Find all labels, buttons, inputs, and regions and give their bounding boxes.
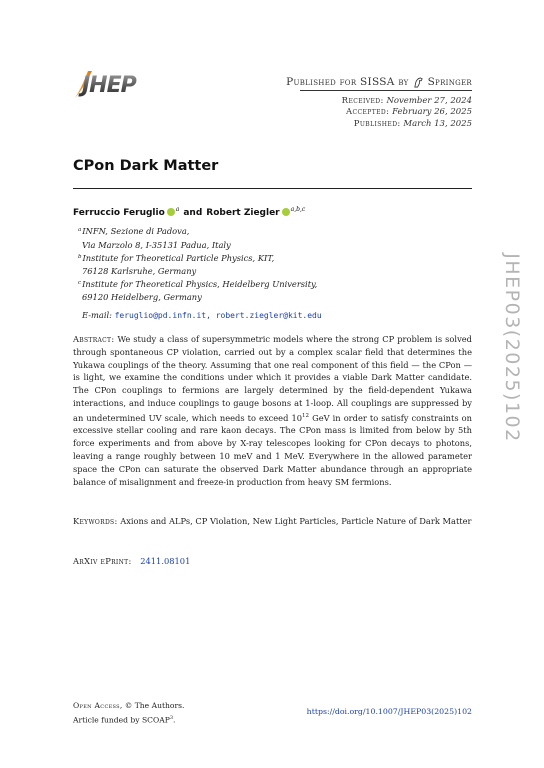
svg-text:JHEP: JHEP — [82, 73, 136, 98]
affiliation-line: $^c$Institute for Theoretical Physics, Heidelberg University, — [78, 279, 318, 289]
header-rule — [300, 90, 472, 91]
publisher-label: Published for SISSA by — [286, 76, 409, 88]
affiliation-line: 76128 Karlsruhe, Germany — [82, 266, 197, 276]
jhep-logo — [73, 67, 153, 101]
accepted-row: Accepted: February 26, 2025 — [345, 107, 472, 118]
abstract — [73, 333, 472, 488]
arxiv-link[interactable]: 2411.08101 — [140, 556, 191, 566]
arxiv-label: ArXiv ePrint: — [73, 556, 132, 566]
dates-block — [342, 96, 472, 130]
side-label-text: JHEP03(2025)102 — [501, 253, 523, 443]
published-row: Published: March 13, 2025 — [353, 118, 472, 129]
author-list — [73, 205, 309, 218]
keywords-text: Axions and ALPs, CP Violation, New Light Particles, Particle Nature of Dark Matter — [120, 516, 472, 526]
publisher-line — [286, 76, 472, 88]
orcid-icon[interactable] — [282, 208, 290, 216]
email-line — [82, 310, 322, 320]
copyright-text: , © The Authors. — [119, 701, 185, 710]
doi-link[interactable]: https://doi.org/10.1007/JHEP03(2025)102 — [306, 707, 472, 716]
arxiv-eprint — [73, 556, 190, 566]
publisher-name: Springer — [427, 76, 472, 88]
affiliation-line: $^a$INFN, Sezione di Padova, — [78, 226, 190, 236]
side-journal-label — [497, 228, 527, 468]
author-conjunction: and — [183, 208, 203, 218]
abstract-text: We study a class of supersymmetric models where the strong CP problem is solved through spontaneous CP violation, carried out by a complex scalar field that determines the Yukawa couplings of the theory. Assuming that one real component of this field — the CPon — is light, we examine the conditions under which it provides a viable Dark Matter candidate. The CPon couplings to fermions are largely determined by the field-dependent Yukawa interactions, and induce couplings to gauge bosons at 1-loop. All couplings are suppressed by an undetermined UV scale, which needs to exceed 10 — [73, 334, 472, 423]
springer-horse-icon — [413, 77, 424, 88]
affiliation-line: $^b$Institute for Theoretical Particle Physics, KIT, — [78, 253, 275, 263]
paper-title: CPon Dark Matter — [73, 158, 219, 174]
orcid-icon[interactable] — [167, 208, 175, 216]
affiliation-line: Via Marzolo 8, I-35131 Padua, Italy — [82, 240, 231, 250]
funding-text: Article funded by SCOAP — [73, 715, 170, 725]
author-affiliation-sup: a — [175, 205, 180, 213]
abstract-exponent: 12 — [302, 412, 310, 419]
author-name: Ferruccio Feruglio — [73, 208, 165, 218]
author-affiliation-sup: a,b,c — [290, 205, 306, 213]
email-label: E-mail: — [82, 310, 112, 320]
keywords-label: Keywords: — [73, 516, 118, 526]
abstract-text: GeV in order to satisfy constraints on excessive stellar cooling and rare kaon decays. The CPon mass is limited from below by 5th force experiments and from above by X-ray telescopes looking for CPon decays to photons, leaving a range roughly between 10 meV and 1 MeV. Everywhere in the allowed parameter space the CPon can saturate the observed Dark Matter abundance through an appropriate balance of misalignment and freeze-in production from heavy SM fermions. — [73, 412, 472, 487]
abstract-label: Abstract: — [73, 334, 115, 344]
keywords — [73, 515, 472, 528]
open-access-note: Open Access, © The Authors. Article funded by SCOAP$^3$. — [73, 701, 185, 725]
author-name: Robert Ziegler — [206, 208, 280, 218]
title-rule — [73, 188, 472, 189]
open-access-label: Open Access — [73, 701, 120, 710]
received-row: Received: November 27, 2024 — [341, 96, 472, 106]
email-links[interactable]: feruglio@pd.infn.it, robert.ziegler@kit.edu — [114, 311, 322, 320]
affiliation-line: 69120 Heidelberg, Germany — [82, 292, 202, 302]
